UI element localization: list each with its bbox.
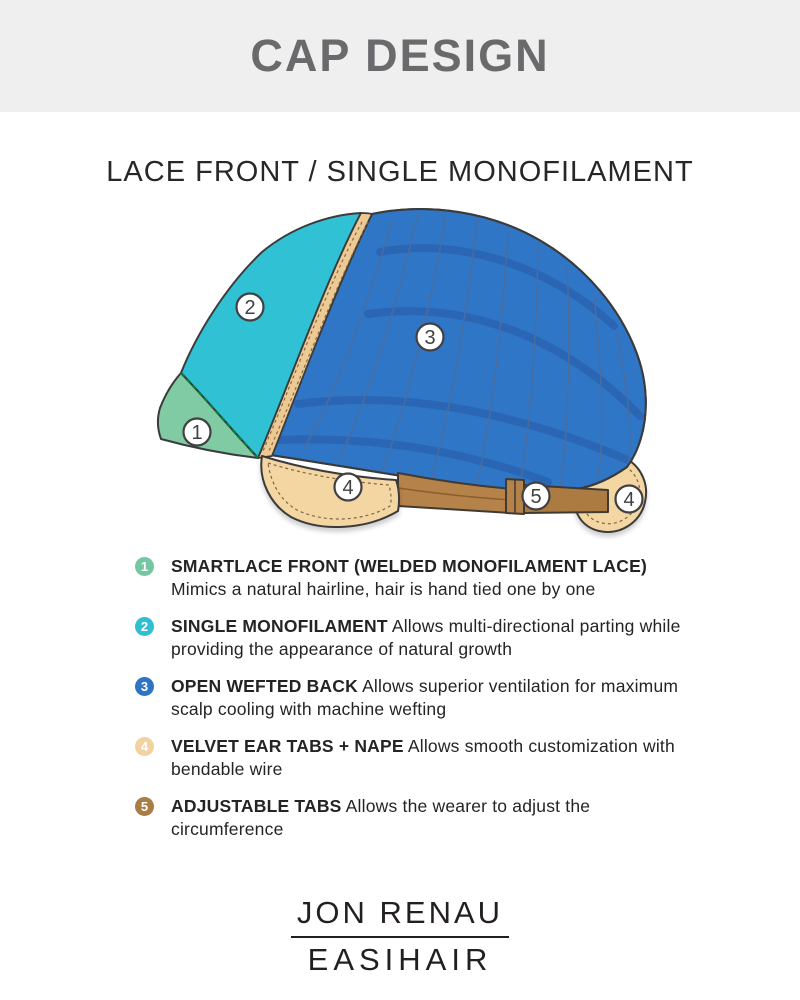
legend-text — [171, 675, 683, 721]
brand-divider — [291, 936, 509, 938]
legend-bullet-2: 2 — [135, 617, 154, 636]
legend-description: Mimics a natural hairline, hair is hand tied one by one — [171, 579, 596, 599]
brand-name-bottom: EASIHAIR — [307, 942, 493, 977]
legend-item-open-wefted-back — [135, 675, 683, 721]
svg-text:1: 1 — [191, 422, 203, 444]
legend-heading: OPEN WEFTED BACK — [171, 676, 358, 696]
legend-text — [171, 795, 683, 841]
callout-2 — [237, 294, 264, 321]
legend-item-velvet-ear-tabs — [135, 735, 683, 781]
legend-description: Allows the wearer to adjust the circumference — [171, 796, 591, 839]
brand-logo — [0, 895, 800, 978]
legend-item-adjustable-tabs — [135, 795, 683, 841]
cap-diagram — [0, 192, 800, 572]
legend-bullet-5: 5 — [135, 797, 154, 816]
legend-bullet-1: 1 — [135, 557, 154, 576]
legend-heading: ADJUSTABLE TABS — [171, 796, 342, 816]
callout-4-ear-tab — [335, 474, 362, 501]
legend-heading: VELVET EAR TABS + NAPE — [171, 736, 404, 756]
legend-bullet-4: 4 — [135, 737, 154, 756]
diagram-subtitle: LACE FRONT / SINGLE MONOFILAMENT — [106, 156, 694, 188]
legend-description: Allows smooth customization with bendable wire — [171, 736, 675, 779]
legend-description: Allows superior ventilation for maximum scalp cooling with machine wefting — [171, 676, 679, 719]
brand-name-top: JON RENAU — [296, 895, 504, 930]
svg-text:4: 4 — [623, 489, 635, 511]
cap-diagram-svg — [0, 192, 800, 572]
svg-text:5: 5 — [530, 486, 542, 508]
legend-item-single-monofilament — [135, 615, 683, 661]
legend-bullet-3: 3 — [135, 677, 154, 696]
page-title: CAP DESIGN — [250, 30, 550, 81]
callout-3 — [417, 324, 444, 351]
callout-5 — [523, 483, 550, 510]
legend-description: Allows multi-directional parting while providing the appearance of natural growth — [171, 616, 681, 659]
svg-text:3: 3 — [424, 327, 436, 349]
callout-4-nape — [616, 486, 643, 513]
header-bar — [0, 0, 800, 112]
legend-text — [171, 615, 683, 661]
legend-heading: SMARTLACE FRONT (WELDED MONOFILAMENT LACE) — [171, 556, 647, 576]
legend-text — [171, 735, 683, 781]
legend-list — [135, 555, 683, 841]
legend-heading: SINGLE MONOFILAMENT — [171, 616, 388, 636]
svg-text:4: 4 — [342, 477, 354, 499]
svg-text:2: 2 — [244, 297, 256, 319]
callout-1 — [184, 419, 211, 446]
